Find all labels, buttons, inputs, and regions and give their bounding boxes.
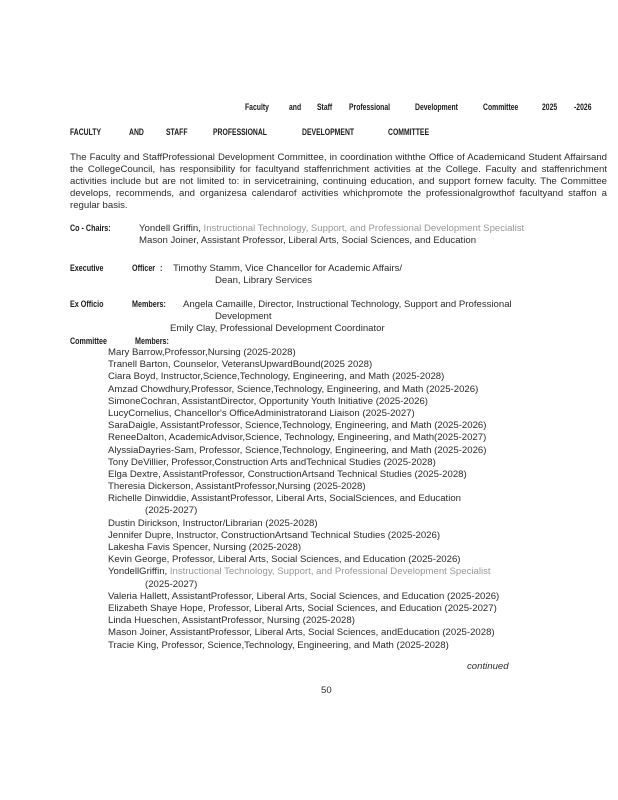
page-title-word: STAFF: [166, 127, 188, 137]
exofficio-line2: Development: [215, 311, 272, 323]
member-row: Linda Hueschen, AssistantProfessor, Nursing (2025-2028): [108, 615, 355, 627]
member-row: Tranell Barton, Counselor, VeteransUpwardBound(2025 2028): [108, 359, 373, 371]
member-row: Mary Barrow,Professor,Nursing (2025-2028): [108, 347, 296, 358]
running-header-word: Development: [414, 102, 458, 112]
member-row: Mason Joiner, AssistantProfessor, Liberal Arts, Social Sciences, andEducation (2025-2028): [108, 627, 495, 639]
member-row-continuation: (2025-2027): [145, 578, 198, 590]
page-title-word: COMMITTEE: [387, 127, 430, 137]
member-row: Lakesha Favis Spencer, Nursing (2025-2028): [108, 542, 302, 553]
cochair-title: Instructional Technology, Support, and Professional Development Specialist: [200, 223, 525, 234]
member-row: Richelle Dinwiddie, AssistantProfessor, Liberal Arts, SocialSciences, and Education: [108, 493, 462, 505]
committee-label-2: Members:: [135, 336, 169, 346]
running-header-word: Professional: [348, 102, 390, 112]
member-row: Dustin Dirickson, Instructor/Librarian (2025-2028): [108, 517, 318, 529]
member-row: Jennifer Dupre, Instructor, ConstructionArtsand Technical Studies (2025-2026): [108, 529, 441, 541]
executive-label-2: Officer: [132, 263, 156, 273]
executive-line1: Timothy Stamm, Vice Chancellor for Academic Affairs/: [173, 263, 403, 274]
executive-line2: Dean, Library Services: [215, 275, 313, 287]
page-number: 50: [321, 685, 332, 696]
page-title: [70, 127, 442, 137]
member-row: Ciara Boyd, Instructor,Science,Technology, Engineering, and Math (2025-2028): [108, 371, 445, 383]
member-row: Elga Dextre, AssistantProfessor, ConstructionArtsand Technical Studies (2025-2028): [108, 468, 467, 480]
member-row-continuation: (2025-2027): [145, 505, 198, 517]
member-name: YondellGriffin,: [108, 566, 168, 578]
cochairs-line1: [139, 223, 524, 235]
running-header-word: -2026: [573, 102, 592, 112]
running-header-word: 2025: [541, 102, 558, 112]
exofficio-line3: Emily Clay, Professional Development Coordinator: [170, 323, 385, 335]
page-title-word: AND: [128, 127, 144, 137]
exofficio-label-2: Members:: [132, 299, 166, 309]
cochairs-line2: Mason Joiner, Assistant Professor, Liberal Arts, Social Sciences, and Education: [139, 235, 477, 247]
member-row: AlyssiaDayries-Sam, Professor, Science,Technology, Engineering, and Math (2025-2026): [108, 444, 487, 456]
member-row: LucyCornelius, Chancellor's OfficeAdministratorand Liaison (2025-2027): [108, 407, 415, 419]
member-row: Amzad Chowdhury,Professor, Science,Technology, Engineering, and Math (2025-2026): [108, 383, 479, 395]
member-row: SaraDaigle, AssistantProfessor, Science,Technology, Engineering, and Math (2025-2026): [108, 420, 487, 432]
exofficio-line1: Angela Camaille, Director, Instructional Technology, Support and Professional: [183, 299, 512, 310]
cochair-name: Yondell Griffin,: [139, 223, 201, 234]
page-title-word: PROFESSIONAL: [212, 127, 267, 137]
member-row: ReneeDalton, AcademicAdvisor,Science, Technology, Engineering, and Math(2025-2027): [108, 432, 487, 444]
running-header-word: and: [288, 102, 301, 112]
member-row: Elizabeth Shaye Hope, Professor, Liberal Arts, Social Sciences, and Education (2025-2027): [108, 602, 497, 614]
member-row: [108, 566, 499, 578]
running-header-word: Faculty: [245, 102, 269, 112]
intro-paragraph: The Faculty and StaffProfessional Development Committee, in coordination withthe Office of Academicand Student Affairsand the CollegeCouncil, has responsibility for facultyand staffenrichment activities at the College. Faculty and staffenrichment activities include but are not limited to: in servicetraining, continuing education, and support fornew faculty. The Committee develops, recommends, and organizesa calendarof activities whichpromote the professionalgrowthof facultyand staffon a regular basis.: [70, 152, 607, 212]
member-row: Tony DeVillier, Professor,Construction Arts andTechnical Studies (2025-2028): [108, 456, 436, 468]
member-title: Instructional Technology, Support, and Professional Development Specialist: [167, 566, 491, 578]
running-header-word: Staff: [316, 102, 332, 112]
exofficio-label-1: Ex Officio: [70, 299, 104, 309]
page-title-word: FACULTY: [70, 127, 102, 137]
member-row: Tracie King, Professor, Science,Technology, Engineering, and Math (2025-2028): [108, 639, 449, 651]
continued-note: continued: [467, 661, 509, 672]
member-row: SimoneCochran, AssistantDirector, Opportunity Youth Initiative (2025-2026): [108, 395, 428, 407]
running-header-word: Committee: [483, 102, 519, 112]
executive-label-1: Executive: [70, 263, 104, 273]
member-row: Theresia Dickerson, AssistantProfessor,Nursing (2025-2028): [108, 481, 366, 493]
member-row: Kevin George, Professor, Liberal Arts, Social Sciences, and Education (2025-2026): [108, 554, 461, 566]
committee-label-1: Committee: [70, 336, 108, 346]
running-header: [245, 102, 597, 112]
page-title-word: DEVELOPMENT: [301, 127, 354, 137]
executive-label-colon: :: [160, 263, 163, 273]
member-row: Valeria Hallett, AssistantProfessor, Liberal Arts, Social Sciences, and Education (2025-2026): [108, 590, 500, 602]
cochairs-label: Co - Chairs:: [70, 223, 111, 233]
committee-member-list: [108, 347, 499, 652]
